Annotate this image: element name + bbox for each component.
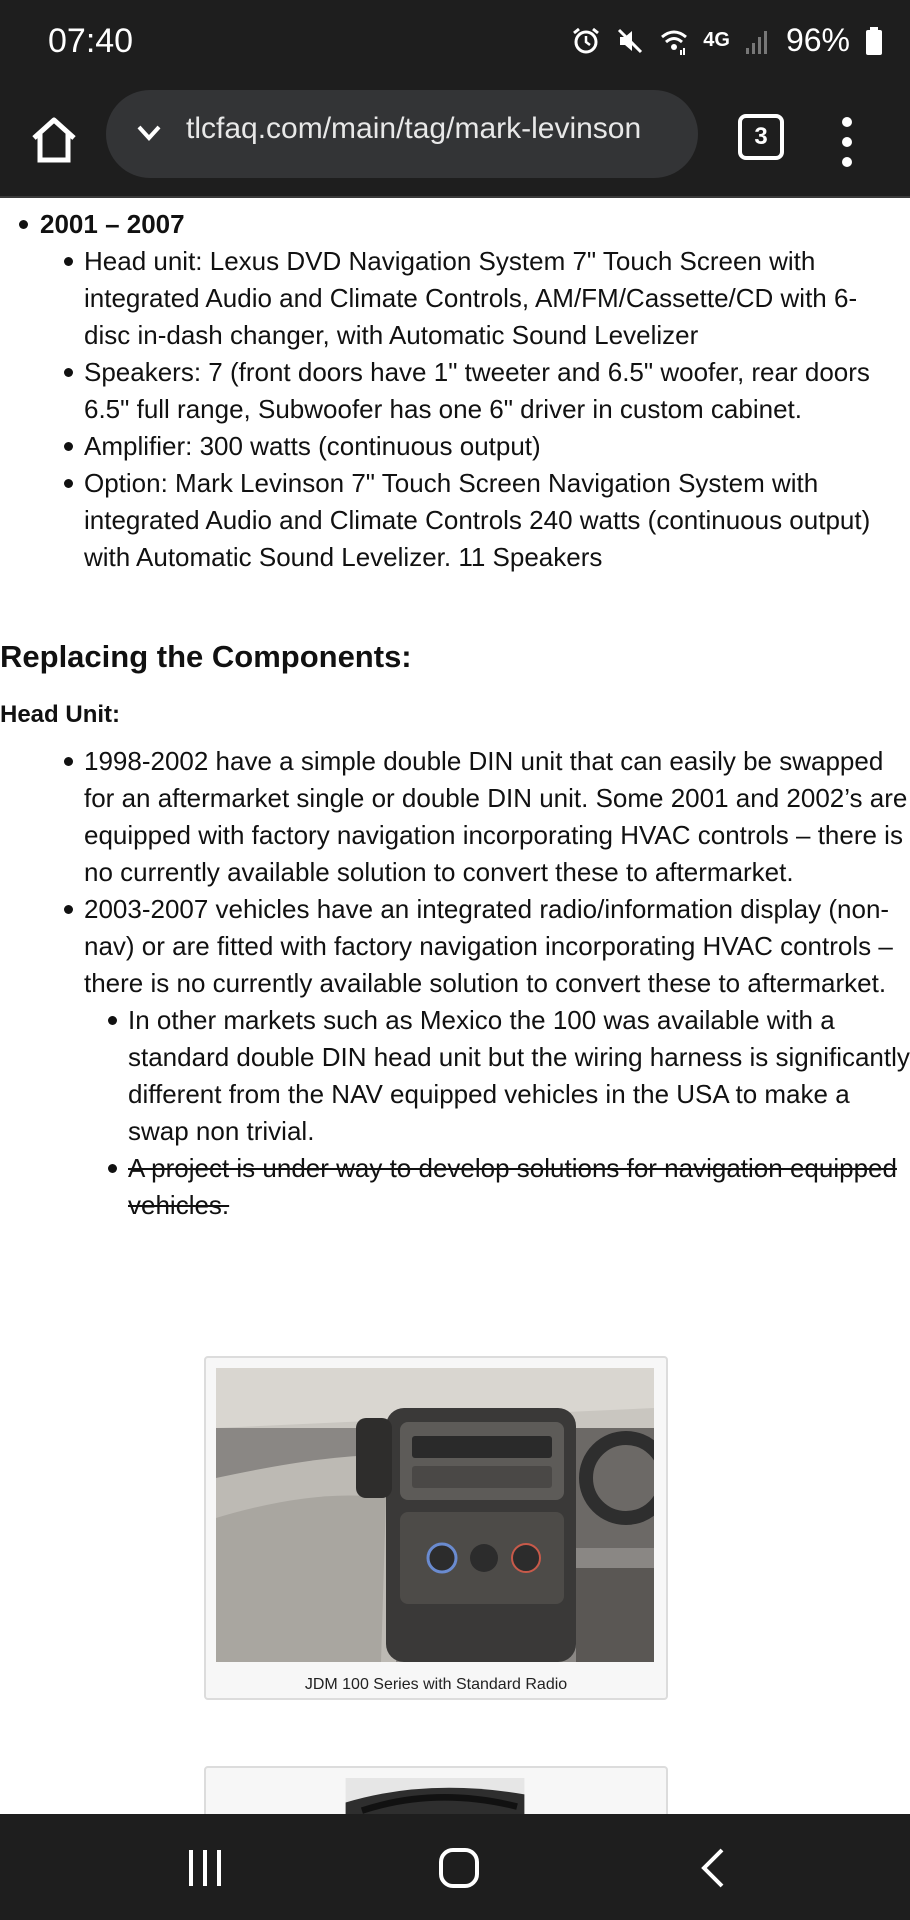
- year-range: 2001 – 2007: [40, 209, 185, 239]
- signal-icon: [744, 26, 772, 56]
- system-nav-bar: [0, 1814, 910, 1920]
- figure-partial: [204, 1766, 668, 1814]
- dashboard-photo-2[interactable]: [216, 1778, 654, 1814]
- list-item: [84, 891, 910, 1224]
- figure-caption: JDM 100 Series with Standard Radio: [304, 1676, 568, 1693]
- url-text[interactable]: tlcfaq.com/main/tag/mark-levinson: [186, 112, 642, 145]
- alarm-icon: [571, 26, 601, 56]
- wifi-icon: [659, 26, 689, 56]
- status-time: 07:40: [48, 22, 134, 60]
- sub-heading: Head Unit:: [0, 701, 120, 728]
- spec-list: [0, 206, 910, 576]
- battery-icon: [864, 26, 884, 56]
- spec-sublist: [40, 243, 898, 576]
- list-item: In other markets such as Mexico the 100 was available with a standard double DIN head unit but the wiring harness is significantly different from the NAV equipped vehicles in the USA to make a swap non trivial.: [128, 1002, 910, 1150]
- tab-switcher-button[interactable]: 3: [738, 114, 784, 160]
- network-type: 4G: [703, 29, 730, 51]
- status-bar: [0, 0, 910, 88]
- list-item: Head unit: Lexus DVD Navigation System 7" Touch Screen with integrated Audio and Climate Controls, AM/FM/Cassette/CD with 6-disc in-dash changer, with Automatic Sound Levelizer: [84, 243, 898, 354]
- chevron-down-icon[interactable]: [136, 120, 162, 146]
- section-heading: Replacing the Components:: [0, 639, 412, 674]
- list-item: Option: Mark Levinson 7" Touch Screen Navigation System with integrated Audio and Climate Controls 240 watts (continuous output) with Automatic Sound Levelizer. 11 Speakers: [84, 465, 898, 576]
- battery-percent: 96%: [785, 22, 850, 58]
- list-item: Amplifier: 300 watts (continuous output): [84, 428, 898, 465]
- recent-apps-icon[interactable]: [183, 1846, 227, 1890]
- home-icon[interactable]: [26, 112, 82, 168]
- status-icons: [571, 22, 884, 59]
- address-bar[interactable]: [106, 90, 698, 178]
- home-button-icon[interactable]: [437, 1846, 481, 1890]
- head-unit-list: [40, 743, 910, 1224]
- list-item-struck: A project is under way to develop solutions for navigation equipped vehicles.: [128, 1150, 910, 1224]
- list-item: [40, 206, 910, 576]
- list-item: Speakers: 7 (front doors have 1" tweeter and 6.5" woofer, rear doors 6.5" full range, Subwoofer has one 6" driver in custom cabinet.: [84, 354, 898, 428]
- figure: [204, 1356, 668, 1700]
- mute-icon: [615, 26, 645, 56]
- page-content: [0, 198, 910, 1814]
- back-icon[interactable]: [692, 1846, 736, 1890]
- browser-toolbar: [0, 88, 910, 198]
- dashboard-photo[interactable]: [216, 1368, 654, 1662]
- more-menu-icon[interactable]: [834, 112, 860, 172]
- list-item: 1998-2002 have a simple double DIN unit that can easily be swapped for an aftermarket single or double DIN unit. Some 2001 and 2002’s are equipped with factory navigation incorporating HVAC controls – there is no currently available solution to convert these to aftermarket.: [84, 743, 910, 891]
- nested-list: [84, 1002, 910, 1224]
- list-item-text: 2003-2007 vehicles have an integrated radio/information display (non-nav) or are fitted with factory navigation incorporating HVAC controls – there is no currently available solution to convert these to aftermarket.: [84, 894, 893, 998]
